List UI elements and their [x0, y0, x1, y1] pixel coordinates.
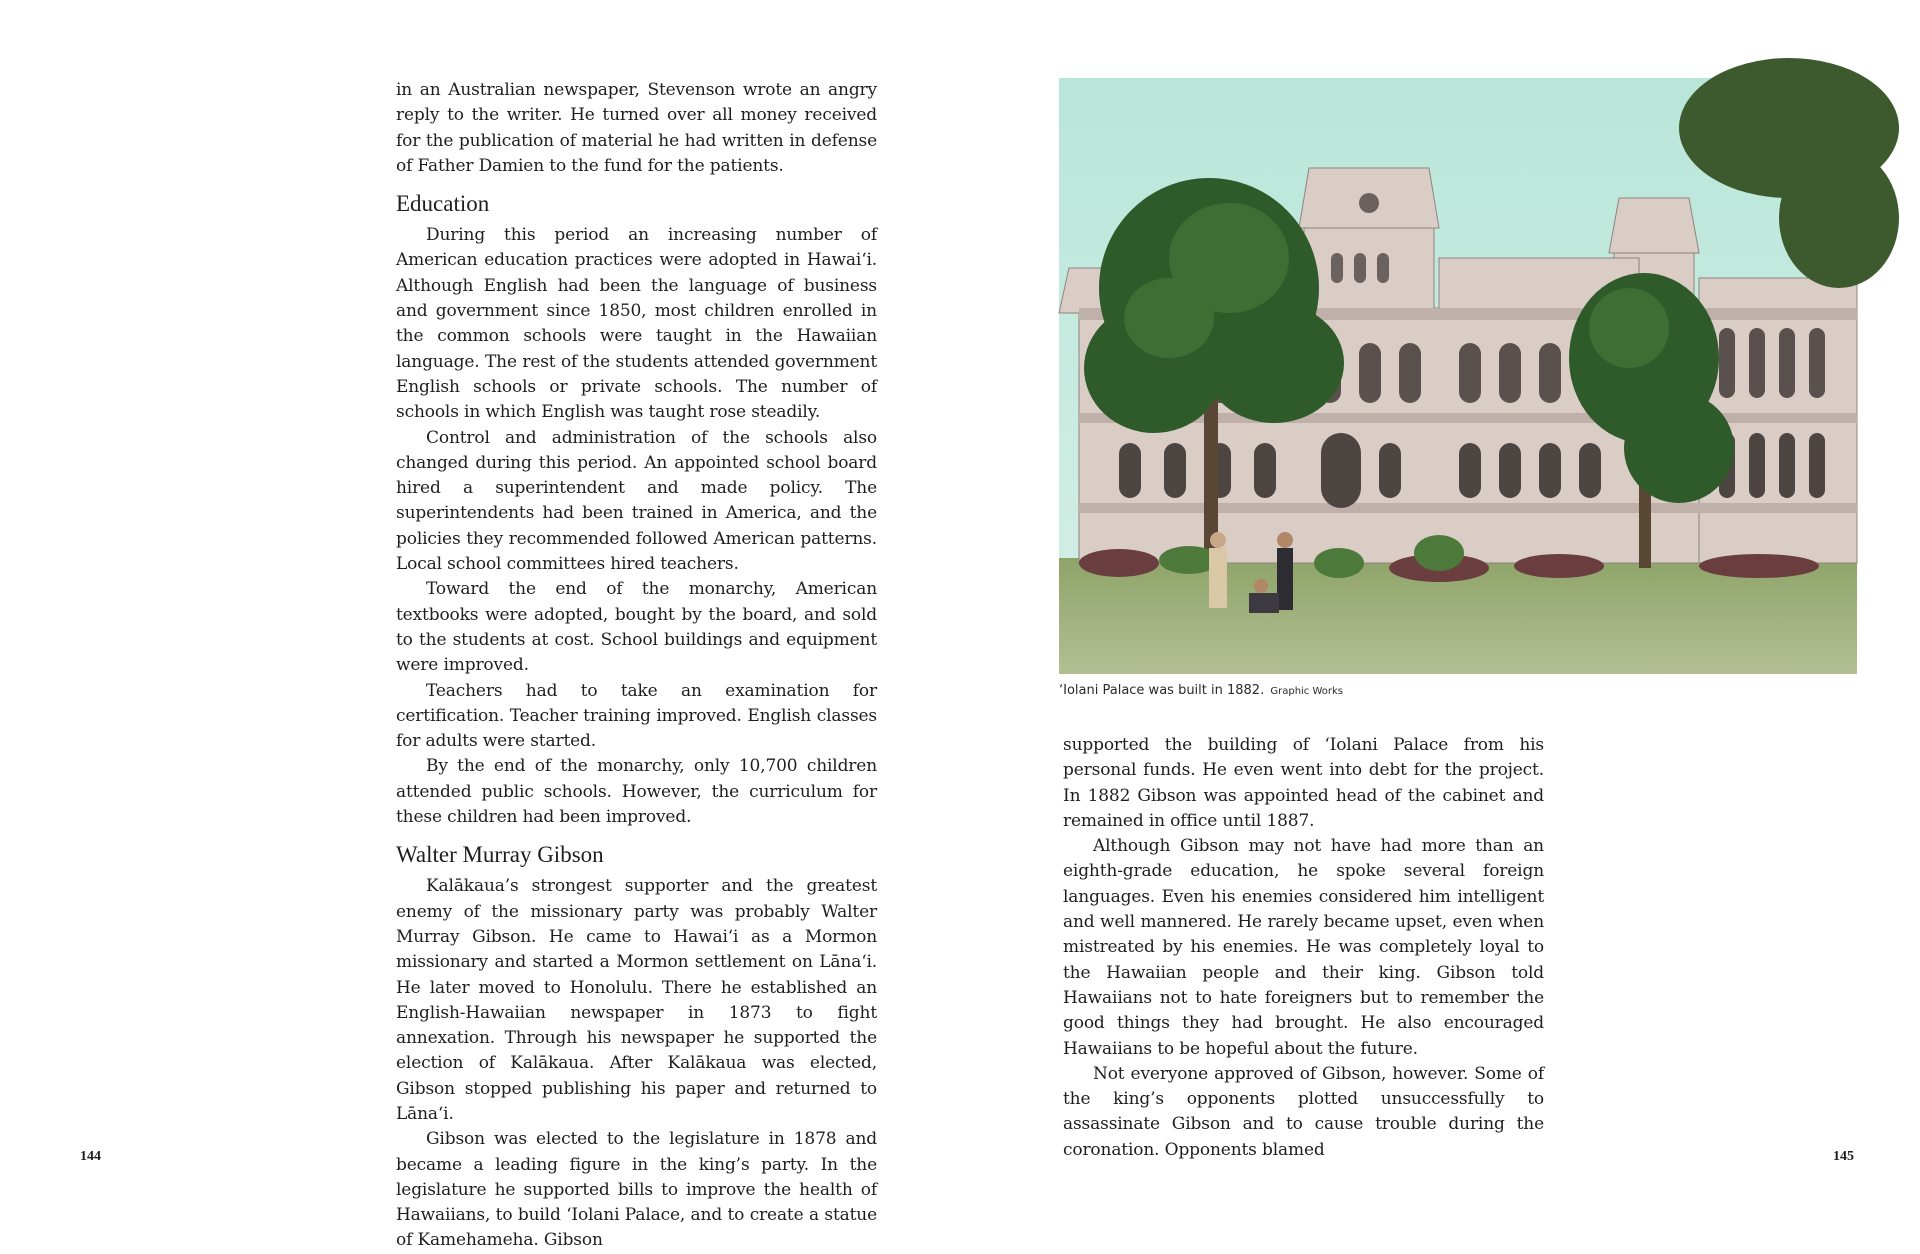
education-paragraph-3: Toward the end of the monarchy, American textbooks were adopted, bought by the board, and sold to the students at cost. School buildings and equipment were improved.	[396, 579, 877, 676]
palace-illustration	[1059, 78, 1857, 674]
intro-paragraph: in an Australian newspaper, Stevenson wrote an angry reply to the writer. He turned over all money received for the publication of material he had written in defense of Father Damien to the fund for the patients.	[396, 80, 877, 176]
continuation-paragraph: supported the building of ‘Iolani Palace from his personal funds. He even went into debt for the project. In 1882 Gibson was appointed head of the cabinet and remained in office until 1887.	[1063, 735, 1544, 831]
right-page-text-column	[1063, 733, 1544, 1163]
education-paragraph-1: During this period an increasing number of American education practices were adopted in Hawai‘i. Although English had been the language of business and government since 1850, most children enrolled in the common schools were taught in the Hawaiian language. The rest of the students attended government English schools or private schools. The number of schools in which English was taught rose steadily.	[396, 225, 877, 423]
education-paragraph-5: By the end of the monarchy, only 10,700 children attended public schools. However, the curriculum for these children had been improved.	[396, 756, 877, 828]
page-number-left: 144	[80, 1149, 101, 1164]
figure-caption	[1059, 683, 1343, 698]
education-paragraph-4: Teachers had to take an examination for certification. Teacher training improved. English classes for adults were started.	[396, 680, 877, 752]
gibson-paragraph-2: Gibson was elected to the legislature in 1878 and became a leading figure in the king’s party. In the legislature he supported bills to improve the health of Hawaiians, to build ‘Iolani Palace, and to create a statue of Kamehameha. Gibson	[396, 1129, 877, 1251]
page-number-right: 145	[1833, 1149, 1854, 1164]
left-page-text-column	[396, 78, 877, 1254]
caption-text: ‘Iolani Palace was built in 1882.	[1059, 683, 1265, 698]
education-heading: Education	[396, 191, 490, 217]
education-paragraph-2: Control and administration of the schools also changed during this period. An appointed school board hired a superintendent and made policy. The superintendents had been trained in America, and the policies they recommended followed American patterns. Local school committees hired teachers.	[396, 427, 877, 575]
right-paragraph-1: Although Gibson may not have had more than an eighth-grade education, he spoke several foreign languages. Even his enemies considered him intelligent and well mannered. He rarely became upset, even when mistreated by his enemies. He was completely loyal to the Hawaiian people and their king. Gibson told Hawaiians not to hate foreigners but to remember the good things they had brought. He also encouraged Hawaiians to be hopeful about the future.	[1063, 836, 1544, 1059]
gibson-paragraph-1: Kalākaua’s strongest supporter and the greatest enemy of the missionary party was probably Walter Murray Gibson. He came to Hawai‘i as a Mormon missionary and started a Mormon settlement on Lāna‘i. He later moved to Honolulu. There he established an English-Hawaiian newspaper in 1873 to fight annexation. Through his newspaper he supported the election of Kalākaua. After Kalākaua was elected, Gibson stopped publishing his paper and returned to Lāna‘i.	[396, 876, 877, 1124]
iolani-palace-photo	[1059, 78, 1857, 674]
caption-credit: Graphic Works	[1270, 686, 1344, 697]
gibson-heading: Walter Murray Gibson	[396, 842, 604, 868]
right-paragraph-2: Not everyone approved of Gibson, however. Some of the king’s opponents plotted unsuccessfully to assassinate Gibson and to cause trouble during the coronation. Opponents blamed	[1063, 1063, 1544, 1160]
